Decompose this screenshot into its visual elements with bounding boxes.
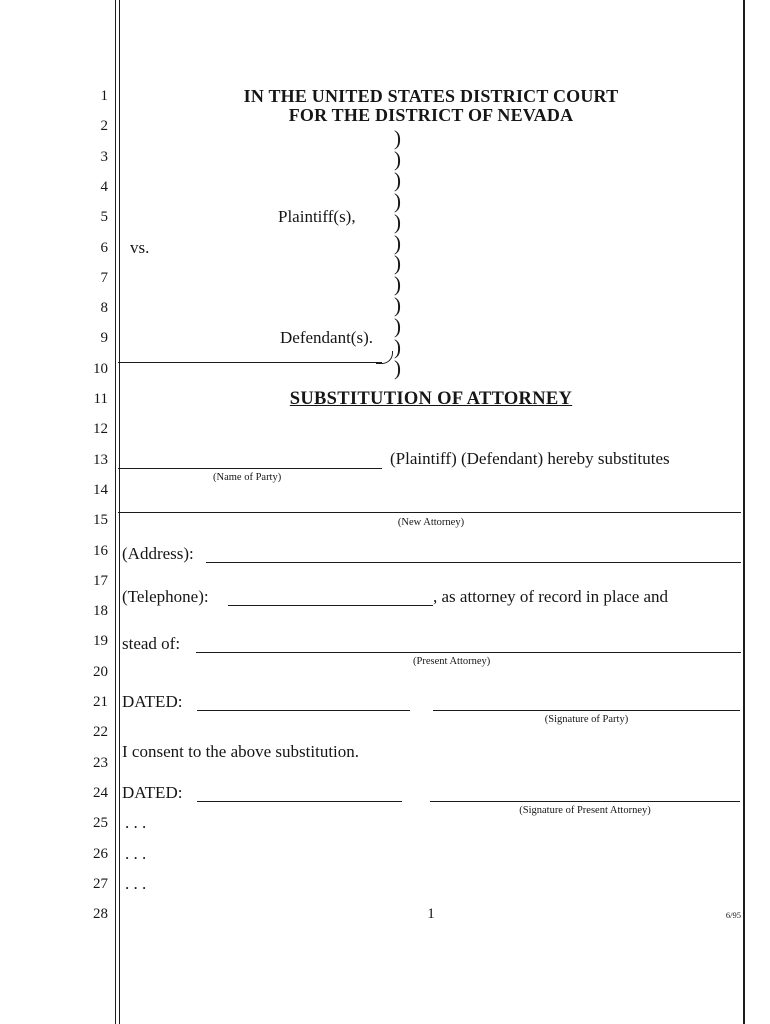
form-revision: 6/95 <box>725 910 741 920</box>
line-number: 20 <box>93 663 108 680</box>
line-number: 28 <box>93 906 108 923</box>
line-number: 6 <box>100 239 108 256</box>
line-number: 14 <box>93 481 108 498</box>
consent-sentence: I consent to the above substitution. <box>122 742 360 761</box>
plaintiff-label: Plaintiff(s), <box>278 207 356 226</box>
line-number: 7 <box>100 269 108 286</box>
telephone-blank[interactable] <box>228 605 433 606</box>
line-number: 21 <box>93 694 108 710</box>
line-number: 26 <box>93 845 108 862</box>
line-number: 15 <box>93 512 108 529</box>
caption-bracket-glyph: ) <box>394 230 401 255</box>
line-number: 25 <box>93 815 108 832</box>
line-number: 3 <box>100 148 108 165</box>
court-title-line-2: FOR THE DISTRICT OF NEVADA <box>288 104 574 125</box>
caption-bracket-glyph: ) <box>394 293 401 318</box>
line-number: 27 <box>93 875 108 892</box>
caption-underline-curl <box>376 351 393 364</box>
dated-2-blank[interactable] <box>197 801 402 802</box>
versus-label: vs. <box>130 238 150 257</box>
address-blank[interactable] <box>206 562 741 563</box>
caption-bracket-glyph: ) <box>394 126 401 150</box>
ellipsis-row: . . . <box>125 813 147 832</box>
present-attorney-blank[interactable] <box>196 652 741 653</box>
ellipsis-row: . . . <box>125 844 147 863</box>
line-number: 2 <box>100 118 108 135</box>
new-attorney-blank[interactable] <box>118 512 741 513</box>
pleading-right-rule <box>743 0 745 1024</box>
caption-bracket-glyph: ) <box>394 335 401 360</box>
caption-bracket-glyph: ) <box>394 167 401 192</box>
document-heading: SUBSTITUTION OF ATTORNEY <box>289 389 573 409</box>
line-number: 10 <box>93 360 108 377</box>
caption-bracket-glyph: ) <box>394 188 401 213</box>
line-number: 4 <box>100 178 108 195</box>
name-of-party-blank[interactable] <box>118 468 382 469</box>
telephone-label: (Telephone): <box>122 587 209 606</box>
court-title-line-1: IN THE UNITED STATES DISTRICT COURT <box>243 86 619 106</box>
dated-1-blank[interactable] <box>197 710 410 711</box>
line-number: 9 <box>100 330 108 347</box>
caption-bracket-glyph: ) <box>394 209 401 234</box>
page-number: 1 <box>427 906 435 922</box>
caption-bracket-glyph: ) <box>394 251 401 276</box>
court-title <box>118 87 744 124</box>
caption-bracket-glyph: ) <box>394 314 401 339</box>
address-label: (Address): <box>122 544 194 563</box>
substitutes-clause: (Plaintiff) (Defendant) hereby substitutes <box>390 449 670 468</box>
signature-of-party-blank[interactable] <box>433 710 740 711</box>
caption-underline <box>118 362 382 363</box>
line-number: 17 <box>93 572 108 589</box>
line-number: 5 <box>100 209 108 226</box>
present-attorney-hint: (Present Attorney) <box>413 656 491 667</box>
ellipsis-row: . . . <box>125 874 147 893</box>
line-number: 23 <box>93 754 108 771</box>
line-number: 11 <box>93 391 108 407</box>
signature-of-present-attorney-hint: (Signature of Present Attorney) <box>519 805 651 816</box>
line-number: 12 <box>93 421 108 438</box>
dated-label-2: DATED: <box>122 783 183 802</box>
caption-bracket-glyph: ) <box>394 355 401 380</box>
line-number: 1 <box>100 88 108 104</box>
line-number: 8 <box>100 300 108 317</box>
signature-of-party-hint: (Signature of Party) <box>544 714 629 725</box>
attorney-of-record-clause: , as attorney of record in place and <box>433 587 669 606</box>
line-number: 18 <box>93 603 108 620</box>
caption-bracket-glyph: ) <box>394 272 401 297</box>
name-of-party-hint: (Name of Party) <box>213 472 282 483</box>
caption-bracket-glyph: ) <box>394 146 401 171</box>
line-number: 19 <box>93 633 108 650</box>
line-number: 13 <box>93 451 108 468</box>
line-number: 24 <box>93 784 108 801</box>
caption-bracket <box>394 128 401 379</box>
new-attorney-hint: (New Attorney) <box>397 517 465 528</box>
line-number: 22 <box>93 724 108 741</box>
stead-of-label: stead of: <box>122 634 181 653</box>
defendant-label: Defendant(s). <box>280 328 373 347</box>
signature-of-present-attorney-blank[interactable] <box>430 801 740 802</box>
line-number: 16 <box>93 542 108 559</box>
dated-label-1: DATED: <box>122 692 183 711</box>
